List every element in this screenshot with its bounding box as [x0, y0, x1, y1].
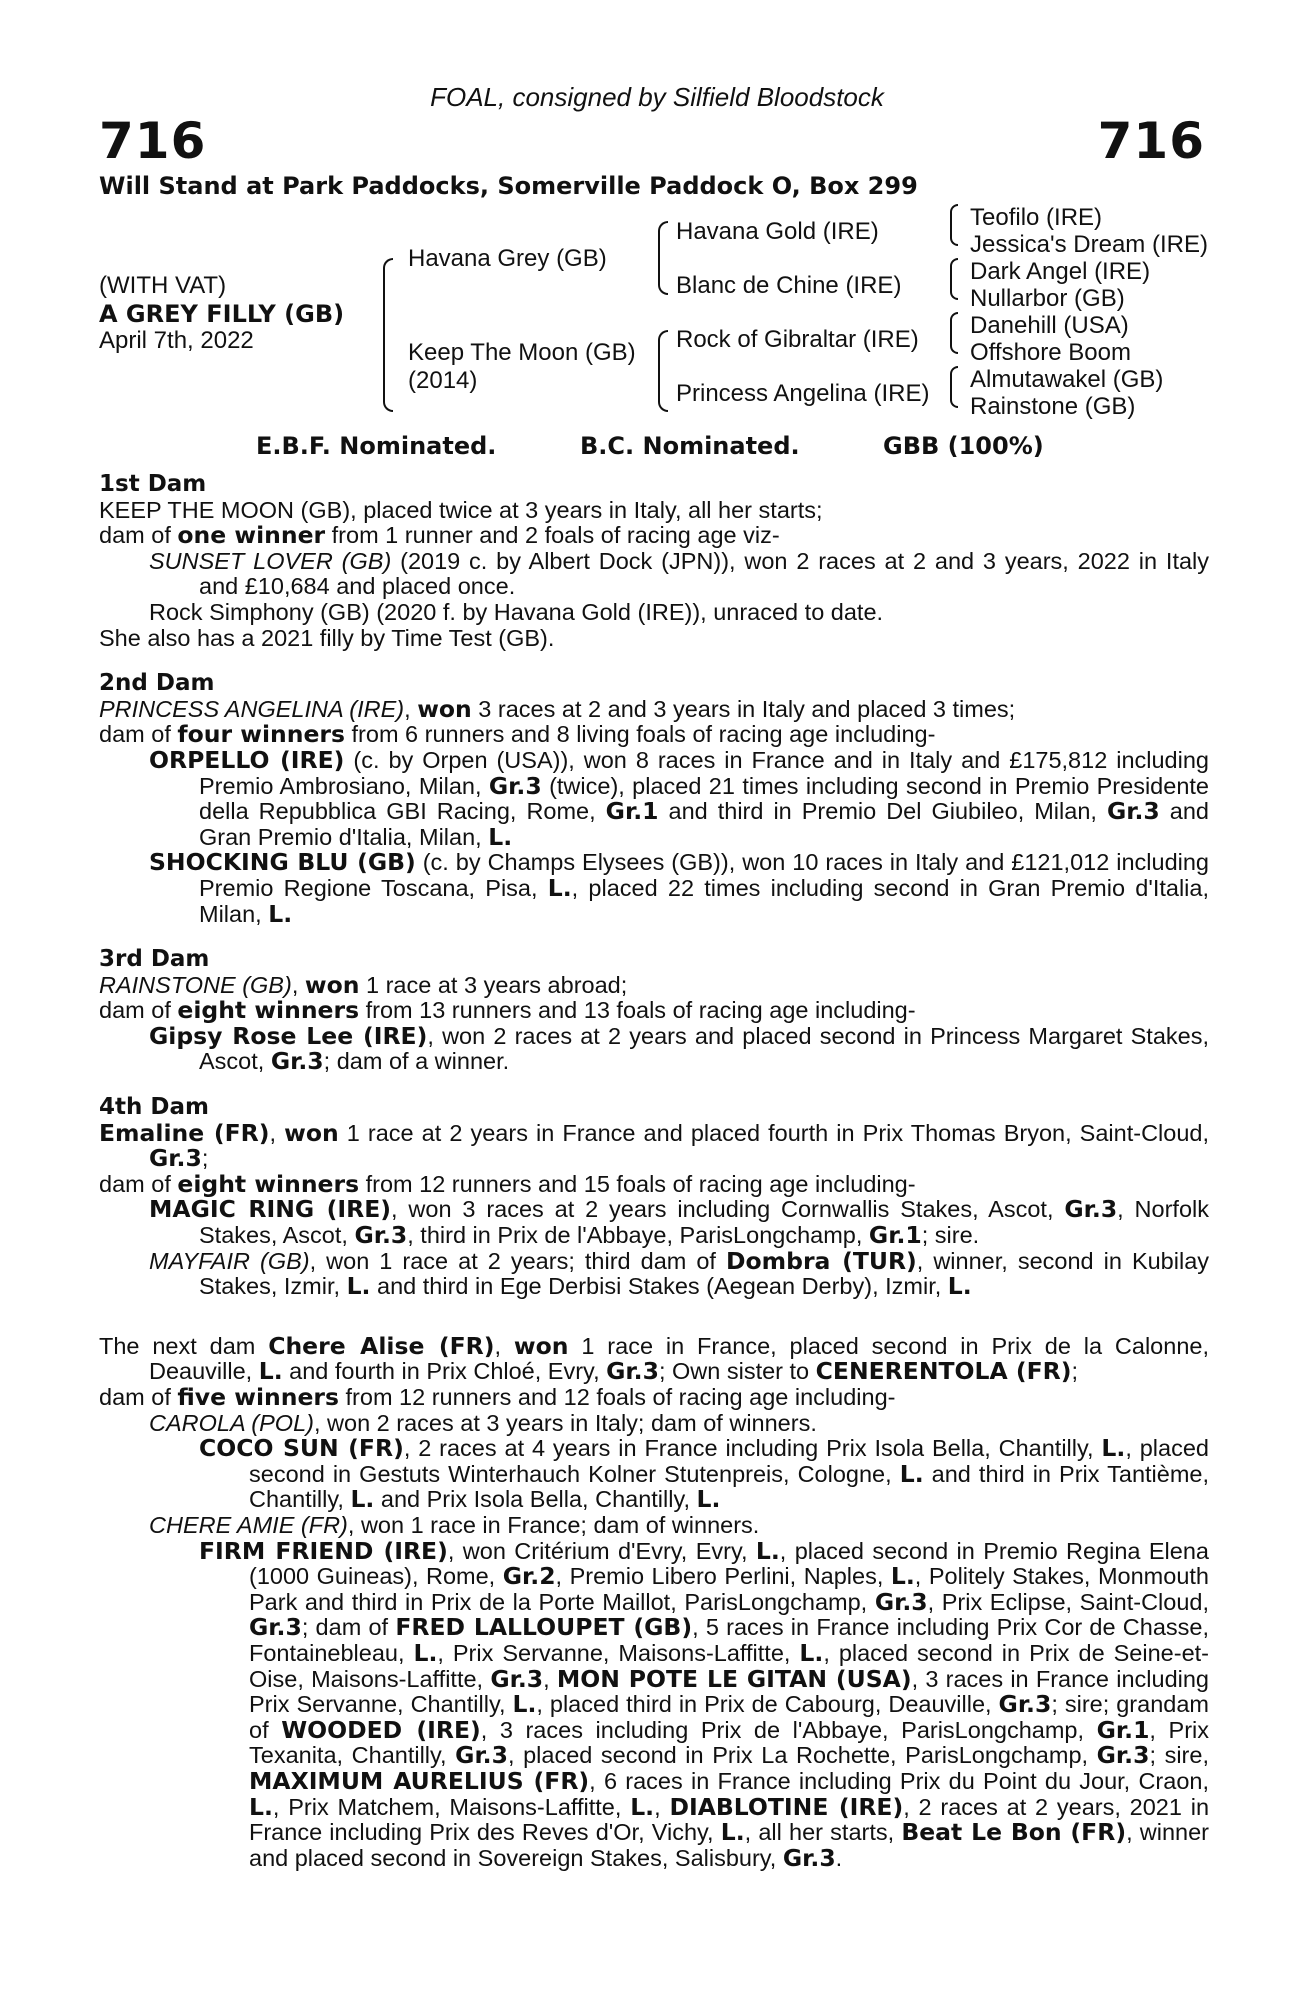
- produce-entry: FIRM FRIEND (IRE), won Critérium d'Evry, Evry, L., placed second in Premio Regina Elena (1000 Guineas), Rome, Gr.2, Premio Libero Perlini, Naples, L., Politely Stakes, Monmouth Park and third in Prix de la Porte Maillot, ParisLongchamp, Gr.3, Prix Eclipse, Saint-Cloud, Gr.3; dam of FRED LALLOUPET (GB), 5 races in France including Prix Cor de Chasse, Fontainebleau, L., Prix Servanne, Maisons-Laffitte, L., placed second in Prix de Seine-et-Oise, Maisons-Laffitte, Gr.3, MON POTE LE GITAN (USA), 3 races in France including Prix Servanne, Chantilly, L., placed third in Prix de Cabourg, Deauville, Gr.3; sire; grandam of WOODED (IRE), 3 races including Prix de l'Abbaye, ParisLongchamp, Gr.1, Prix Texanita, Chantilly, Gr.3, placed second in Prix La Rochette, ParisLongchamp, Gr.3; sire, MAXIMUM AURELIUS (FR), 6 races in France including Prix du Point du Jour, Craon, L., Prix Matchem, Maisons-Laffitte, L., DIABLOTINE (IRE), 2 races at 2 years, 2021 in France including Prix des Reves d'Or, Vichy, L., all her starts, Beat Le Bon (FR), winner and placed second in Sovereign Stakes, Salisbury, Gr.3.: [199, 1536, 1210, 1872]
- produce-entry: SHOCKING BLU (GB) (c. by Champs Elysees (GB)), won 10 races in Italy and £121,012 including Premio Regione Toscana, Pisa, L., placed 22 times including second in Gran Premio d'Italia, Milan, L.: [149, 848, 1210, 928]
- dam: Keep The Moon (GB): [408, 339, 636, 366]
- dam-summary: RAINSTONE (GB), won 1 race at 3 years abroad;: [99, 970, 628, 999]
- ebf-nomination: E.B.F. Nominated.: [256, 432, 497, 460]
- next-dam-section: [99, 1331, 1210, 1872]
- dam-dam-dam: Rainstone (GB): [970, 393, 1136, 420]
- dam-summary: PRINCESS ANGELINA (IRE), won 3 races at 2 and 3 years in Italy and placed 3 times;: [99, 694, 1016, 723]
- second-dam-section: [99, 671, 1209, 927]
- produce-note: She also has a 2021 filly by Time Test (GB).: [99, 624, 555, 651]
- horse-name: A GREY FILLY (GB): [99, 300, 345, 328]
- dam-summary: Emaline (FR), won 1 race at 2 years in France and placed fourth in Prix Thomas Bryon, Saint-Cloud, Gr.3;: [99, 1118, 1209, 1173]
- section-heading: 1st Dam: [99, 471, 207, 497]
- sire-dam-dam: Nullarbor (GB): [970, 285, 1125, 312]
- dam-sire-dam: Offshore Boom: [970, 339, 1131, 366]
- produce-entry: CAROLA (POL), won 2 races at 3 years in Italy; dam of winners.: [149, 1409, 817, 1436]
- produce-entry: Rock Simphony (GB) (2020 f. by Havana Gold (IRE)), unraced to date.: [149, 598, 884, 625]
- sire: Havana Grey (GB): [408, 245, 607, 272]
- produce-entry: Gipsy Rose Lee (IRE), won 2 races at 2 years and placed second in Princess Margaret Stakes, Ascot, Gr.3; dam of a winner.: [149, 1021, 1210, 1076]
- catalogue-body: [99, 472, 1209, 1871]
- dam-sire: Rock of Gibraltar (IRE): [676, 326, 919, 353]
- foaling-date: April 7th, 2022: [99, 327, 254, 354]
- consignor-line: FOAL, consigned by Silfield Bloodstock: [430, 82, 884, 112]
- section-heading: 3rd Dam: [99, 946, 210, 973]
- produce-summary: dam of eight winners from 13 runners and 13 foals of racing age including-: [99, 996, 916, 1025]
- dam-summary: The next dam Chere Alise (FR), won 1 race in France, placed second in Prix de la Calonne, Deauville, L. and fourth in Prix Chloé, Evry, Gr.3; Own sister to CENERENTOLA (FR);: [99, 1331, 1209, 1386]
- produce-summary: dam of one winner from 1 runner and 2 foals of racing age viz-: [99, 521, 780, 550]
- lot-number-left: 716: [99, 112, 207, 170]
- produce-entry: COCO SUN (FR), 2 races at 4 years in France including Prix Isola Bella, Chantilly, L., placed second in Gestuts Winterhauch Kolner Stutenpreis, Cologne, L. and third in Prix Tantième, Chantilly, L. and Prix Isola Bella, Chantilly, L.: [199, 1434, 1210, 1514]
- section-heading: 4th Dam: [99, 1094, 209, 1121]
- gbb-rating: GBB (100%): [883, 432, 1044, 460]
- produce-summary: dam of five winners from 12 runners and 12 foals of racing age including-: [99, 1383, 896, 1411]
- sire-sire-dam: Jessica's Dream (IRE): [970, 231, 1208, 258]
- dam-year: (2014): [408, 367, 478, 394]
- first-dam-section: [99, 472, 1209, 651]
- fourth-dam-section: [99, 1095, 1209, 1300]
- produce-entry: CHERE AMIE (FR), won 1 race in France; dam of winners.: [149, 1511, 760, 1538]
- produce-entry: MAYFAIR (GB), won 1 race at 2 years; third dam of Dombra (TUR), winner, second in Kubilay Stakes, Izmir, L. and third in Ege Derbisi Stakes (Aegean Derby), Izmir, L.: [149, 1246, 1210, 1301]
- bc-nomination: B.C. Nominated.: [580, 432, 800, 460]
- produce-summary: dam of eight winners from 12 runners and 15 foals of racing age including-: [99, 1169, 916, 1198]
- dam-sire-sire: Danehill (USA): [970, 312, 1129, 339]
- vat-label: (WITH VAT): [99, 272, 227, 299]
- pedigree-brace: [950, 258, 958, 300]
- sire-dam: Blanc de Chine (IRE): [676, 272, 902, 299]
- section-heading: 2nd Dam: [99, 670, 215, 697]
- dam-summary: KEEP THE MOON (GB), placed twice at 3 years in Italy, all her starts;: [99, 496, 823, 523]
- pedigree-brace: [658, 330, 668, 412]
- produce-entry: MAGIC RING (IRE), won 3 races at 2 years including Cornwallis Stakes, Ascot, Gr.3, Norfolk Stakes, Ascot, Gr.3, third in Prix de l'Abbaye, ParisLongchamp, Gr.1; sire.: [149, 1195, 1209, 1250]
- pedigree-brace: [950, 204, 958, 246]
- produce-entry: SUNSET LOVER (GB) (2019 c. by Albert Dock (JPN)), won 2 races at 2 and 3 years, 2022 in Italy and £10,684 and placed once.: [149, 547, 1210, 600]
- pedigree-brace: [950, 312, 958, 354]
- pedigree-brace: [383, 258, 393, 412]
- third-dam-section: [99, 947, 1209, 1075]
- pedigree-brace: [950, 366, 958, 408]
- pedigree-brace: [658, 221, 668, 295]
- produce-summary: dam of four winners from 6 runners and 8 living foals of racing age including-: [99, 720, 936, 749]
- sire-sire-sire: Teofilo (IRE): [970, 204, 1103, 231]
- produce-entry: ORPELLO (IRE) (c. by Orpen (USA)), won 8 races in France and in Italy and £175,812 including Premio Ambrosiano, Milan, Gr.3 (twice), placed 21 times including second in Premio Presidente della Repubblica GBI Racing, Rome, Gr.1 and third in Premio Del Giubileo, Milan, Gr.3 and Gran Premio d'Italia, Milan, L.: [149, 745, 1209, 851]
- sire-dam-sire: Dark Angel (IRE): [970, 258, 1151, 285]
- dam-dam-sire: Almutawakel (GB): [970, 366, 1164, 393]
- lot-number-right: 716: [1097, 112, 1205, 170]
- sire-sire: Havana Gold (IRE): [676, 218, 879, 245]
- stabling-line: Will Stand at Park Paddocks, Somerville Paddock O, Box 299: [99, 172, 918, 200]
- dam-dam: Princess Angelina (IRE): [676, 380, 930, 407]
